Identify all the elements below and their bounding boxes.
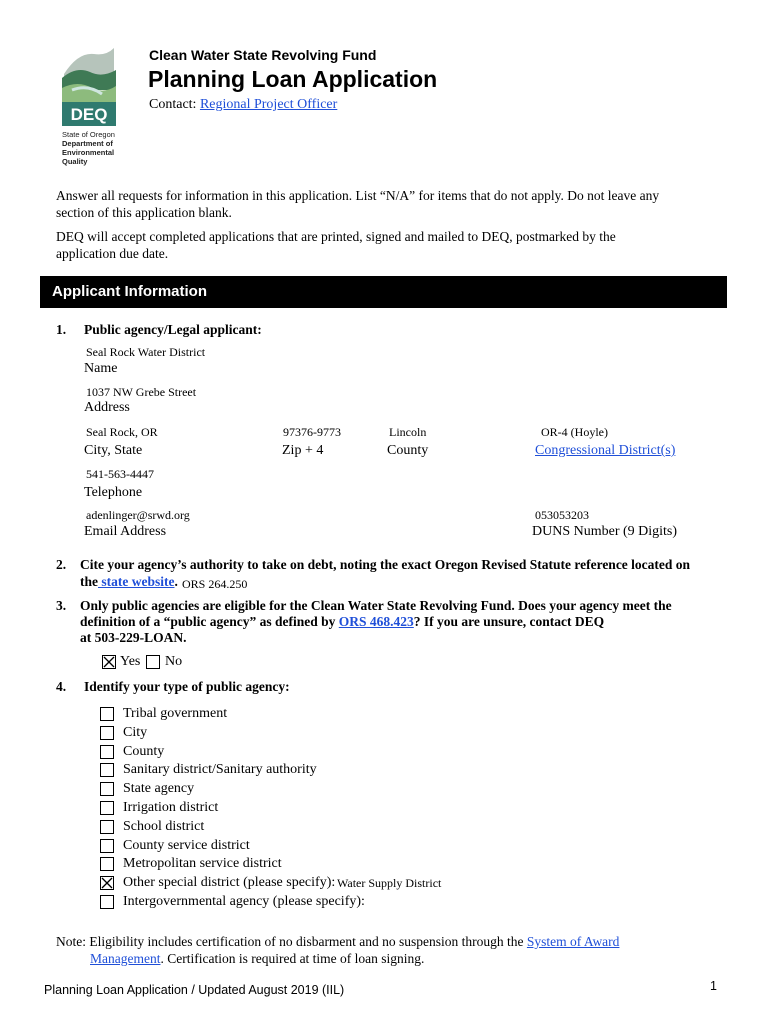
yes-label: Yes (120, 654, 141, 669)
county-field[interactable]: Lincoln (389, 425, 427, 439)
sam-link[interactable]: System of Award (526, 934, 620, 949)
contact-line (149, 97, 337, 113)
sam-link-cont[interactable]: Management (90, 951, 161, 966)
ors-468-423-link[interactable]: ORS 468.423 (338, 614, 414, 629)
name-field[interactable]: Seal Rock Water District (86, 345, 206, 359)
agency-type-checkbox[interactable] (100, 782, 114, 796)
agency-type-label: School district (123, 818, 205, 834)
agency-type-label: City (123, 724, 148, 740)
address-label: Address (84, 400, 130, 415)
note: Note: Eligibility includes certification of no disbarment and no suspension through the System of Award Management. Certification is required at time of loan signing. (56, 934, 620, 966)
agency-type-label: Sanitary district/Sanitary authority (123, 762, 317, 778)
q4-text: Identify your type of public agency: (84, 679, 290, 694)
q3-number: 3. (56, 598, 67, 613)
q3-text-line3: at 503-229-LOAN. (80, 630, 187, 645)
other-district-field[interactable]: Water Supply District (337, 876, 442, 890)
zip-label: Zip + 4 (282, 443, 324, 458)
regional-project-officer-link[interactable]: Regional Project Officer (199, 97, 338, 112)
q2-text-line1: Cite your agency’s authority to take on debt, noting the exact Oregon Revised Statute reference located on (80, 557, 691, 572)
q2-number: 2. (56, 557, 67, 572)
state-website-link[interactable]: state website (98, 574, 175, 589)
agency-type-label: Metropolitan service district (123, 856, 282, 872)
telephone-field[interactable]: 541-563-4447 (86, 467, 154, 481)
intro-paragraph-2: DEQ will accept completed applications that are printed, signed and mailed to DEQ, postmarked by the application due date. (56, 229, 616, 261)
agency-type-checkbox[interactable] (100, 763, 114, 777)
contact-label: Contact: (149, 97, 197, 112)
duns-field[interactable]: 053053203 (535, 508, 589, 522)
agency-type-label: Other special district (please specify): (123, 875, 336, 891)
telephone-label: Telephone (84, 485, 143, 500)
authority-field[interactable]: ORS 264.250 (182, 577, 248, 591)
agency-type-checkbox[interactable] (100, 839, 114, 853)
agency-type-checkbox[interactable] (100, 857, 114, 871)
agency-type-checkbox[interactable] (100, 820, 114, 834)
agency-type-checkbox[interactable] (100, 707, 114, 721)
section-title: Applicant Information (52, 283, 207, 300)
congressional-district-link[interactable]: Congressional District(s) (535, 443, 676, 458)
duns-label: DUNS Number (9 Digits) (532, 524, 678, 539)
section-header (40, 276, 727, 308)
county-label: County (387, 443, 429, 458)
q4-number: 4. (56, 679, 67, 694)
footer-text: Planning Loan Application / Updated August 2019 (IIL) (44, 983, 345, 997)
name-label: Name (84, 361, 118, 376)
agency-type-label: Intergovernmental agency (please specify): (123, 894, 365, 909)
city-state-label: City, State (84, 443, 143, 458)
email-label: Email Address (84, 524, 167, 539)
no-checkbox[interactable] (146, 655, 160, 669)
agency-type-label: Tribal government (123, 706, 228, 721)
check-x-icon (101, 877, 113, 889)
svg-text:DEQ: DEQ (70, 105, 108, 124)
no-label: No (165, 654, 183, 669)
agency-type-checkbox[interactable] (100, 895, 114, 909)
congressional-district-field[interactable]: OR-4 (Hoyle) (541, 425, 608, 439)
yes-checkbox[interactable] (102, 655, 116, 669)
page-number: 1 (710, 979, 717, 993)
check-x-icon (103, 656, 115, 668)
address-field[interactable]: 1037 NW Grebe Street (86, 385, 197, 399)
agency-type-label: County service district (123, 837, 250, 853)
agency-type-checkbox[interactable] (100, 726, 114, 740)
city-state-field[interactable]: Seal Rock, OR (86, 425, 158, 439)
email-field[interactable]: adenlinger@srwd.org (86, 508, 190, 522)
agency-type-label: Irrigation district (123, 800, 219, 815)
zip-field[interactable]: 97376-9773 (283, 425, 341, 439)
deq-logo-text: State of Oregon Department of Environmental Quality (62, 130, 115, 166)
q2-text-line2: the state website. (80, 574, 178, 589)
page-title: Planning Loan Application (148, 66, 438, 92)
agency-type-checkbox[interactable] (100, 876, 114, 890)
program-name: Clean Water State Revolving Fund (149, 47, 377, 63)
agency-type-checkbox[interactable] (100, 801, 114, 815)
agency-type-label: County (123, 743, 165, 759)
agency-type-checkbox[interactable] (100, 745, 114, 759)
deq-landscape-icon (58, 44, 120, 128)
q3-text-line2: definition of a “public agency” as defined by ORS 468.423? If you are unsure, contact DEQ (80, 614, 605, 629)
q3-text-line1: Only public agencies are eligible for the Clean Water State Revolving Fund. Does your agency meet the (80, 598, 672, 613)
q1-number: 1. (56, 322, 67, 337)
q1-text: Public agency/Legal applicant: (84, 322, 262, 337)
agency-type-label: State agency (123, 781, 195, 797)
intro-paragraph-1: Answer all requests for information in this application. List “N/A” for items that do not apply. Do not leave any section of this application blank. (56, 188, 660, 220)
